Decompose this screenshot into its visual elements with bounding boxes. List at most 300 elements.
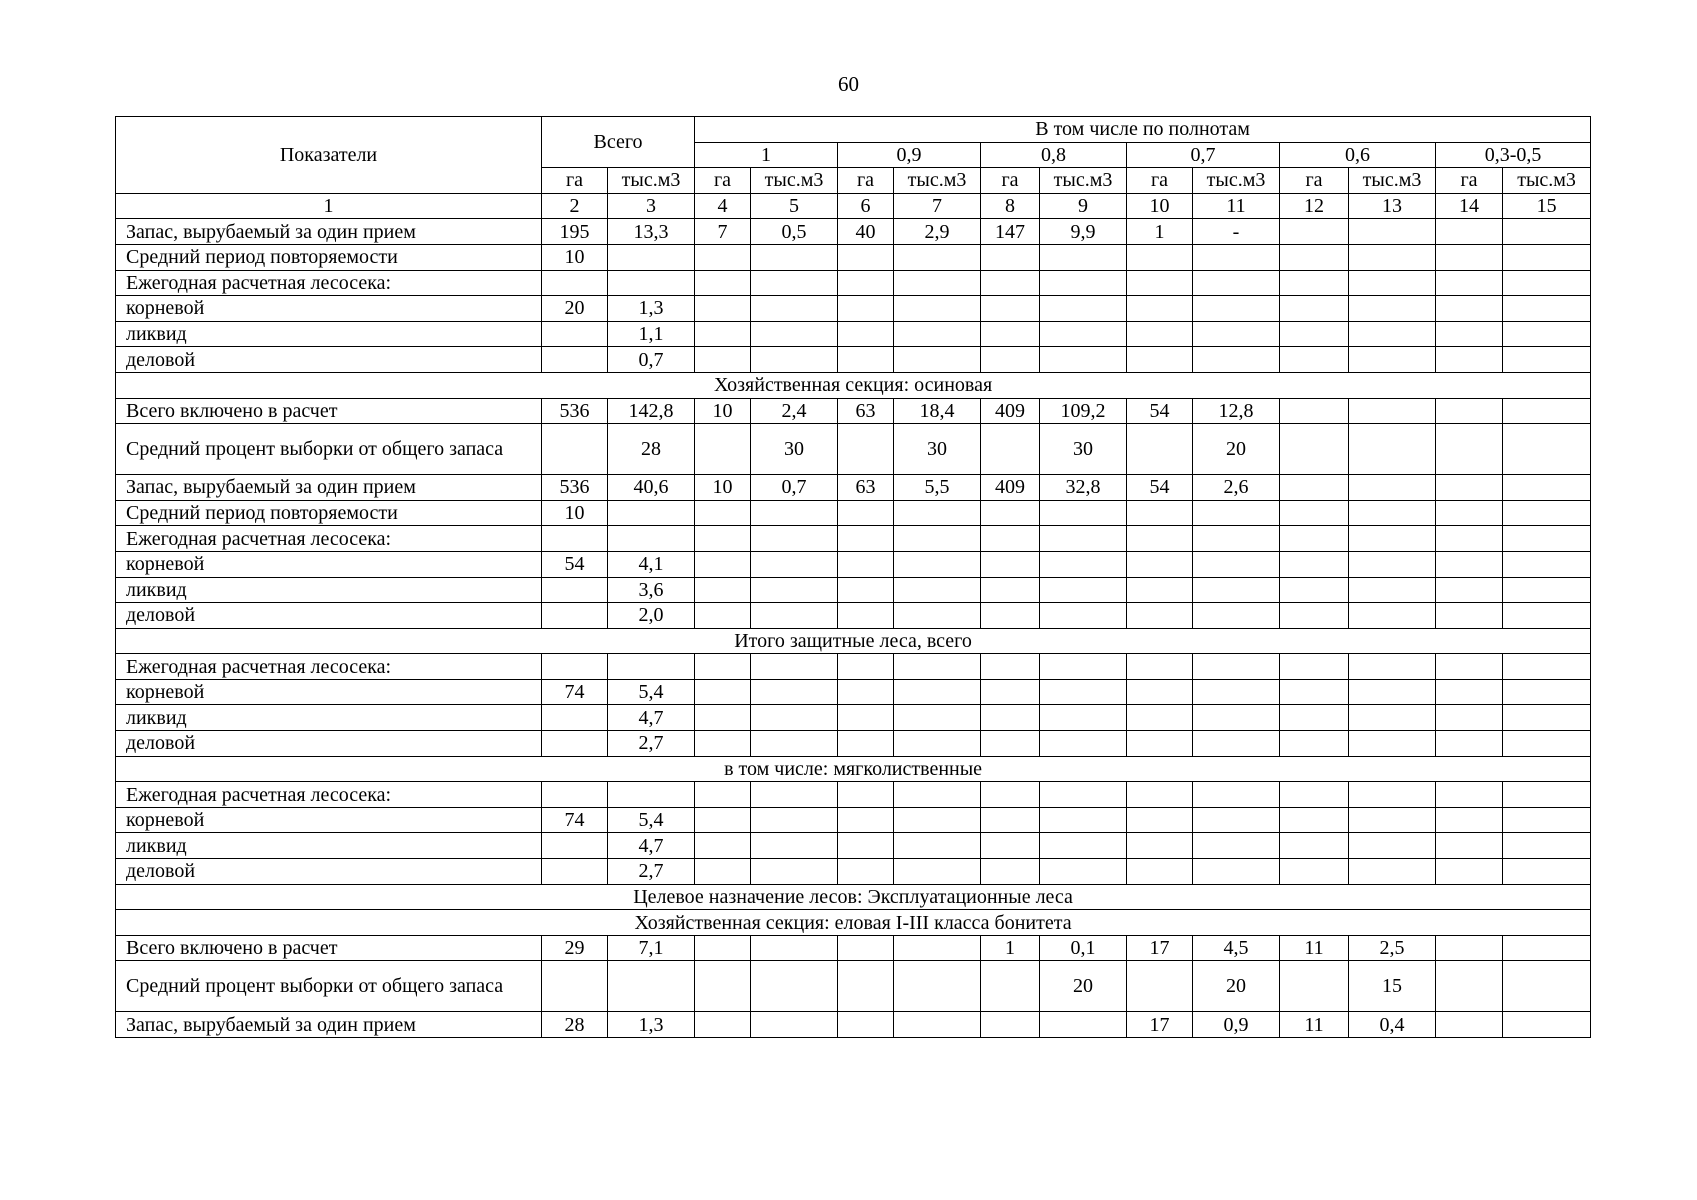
header-density: 0,8 xyxy=(981,142,1127,168)
table-row xyxy=(116,244,1591,270)
table-cell xyxy=(542,654,608,680)
table-cell: 5,5 xyxy=(894,475,981,501)
table-cell xyxy=(751,270,838,296)
table-cell xyxy=(1193,321,1280,347)
table-cell xyxy=(751,679,838,705)
table-cell xyxy=(1436,859,1503,885)
table-cell xyxy=(1280,859,1349,885)
unit-volume: тыс.м3 xyxy=(894,168,981,194)
table-cell xyxy=(1127,654,1193,680)
table-cell xyxy=(894,526,981,552)
table-cell xyxy=(695,551,751,577)
table-cell xyxy=(695,270,751,296)
table-cell xyxy=(894,347,981,373)
table-cell xyxy=(542,577,608,603)
table-cell xyxy=(1436,219,1503,245)
table-cell xyxy=(751,500,838,526)
row-label: ликвид xyxy=(116,833,542,859)
row-label: Средний период повторяемости xyxy=(116,244,542,270)
table-cell xyxy=(894,782,981,808)
table-cell xyxy=(1436,731,1503,757)
table-cell xyxy=(1280,219,1349,245)
table-cell xyxy=(695,859,751,885)
table-cell xyxy=(1040,833,1127,859)
table-cell xyxy=(1503,679,1591,705)
table-row xyxy=(116,424,1591,475)
table-cell xyxy=(1349,551,1436,577)
table-cell xyxy=(894,833,981,859)
table-cell xyxy=(1503,551,1591,577)
table-cell: 11 xyxy=(1280,1012,1349,1038)
column-number: 11 xyxy=(1193,193,1280,219)
table-cell xyxy=(981,577,1040,603)
table-cell xyxy=(1503,321,1591,347)
table-cell: 2,7 xyxy=(608,731,695,757)
table-cell xyxy=(695,347,751,373)
table-cell: 11 xyxy=(1280,935,1349,961)
table-row xyxy=(116,807,1591,833)
table-cell: 536 xyxy=(542,398,608,424)
table-cell xyxy=(838,859,894,885)
table-cell: 0,7 xyxy=(608,347,695,373)
table-cell xyxy=(1193,807,1280,833)
table-cell xyxy=(1127,705,1193,731)
table-row xyxy=(116,296,1591,322)
table-cell xyxy=(1349,731,1436,757)
row-label: Ежегодная расчетная лесосека: xyxy=(116,270,542,296)
column-number: 3 xyxy=(608,193,695,219)
table-cell xyxy=(1349,398,1436,424)
table-cell xyxy=(1127,577,1193,603)
table-cell: 9,9 xyxy=(1040,219,1127,245)
table-cell xyxy=(1040,577,1127,603)
table-cell xyxy=(838,1012,894,1038)
table-cell xyxy=(1503,859,1591,885)
table-cell xyxy=(608,654,695,680)
row-label: деловой xyxy=(116,347,542,373)
table-cell xyxy=(1280,244,1349,270)
table-cell xyxy=(1040,731,1127,757)
table-cell xyxy=(751,603,838,629)
table-cell xyxy=(1040,603,1127,629)
row-label: корневой xyxy=(116,807,542,833)
table-cell xyxy=(608,526,695,552)
table-cell xyxy=(838,961,894,1012)
table-cell xyxy=(838,833,894,859)
table-body xyxy=(116,219,1591,1038)
table-cell xyxy=(695,321,751,347)
table-cell xyxy=(1127,244,1193,270)
table-row xyxy=(116,705,1591,731)
table-cell xyxy=(1436,807,1503,833)
column-number: 2 xyxy=(542,193,608,219)
table-cell: 63 xyxy=(838,475,894,501)
table-cell xyxy=(981,705,1040,731)
header-indicators: Показатели xyxy=(116,117,542,194)
row-label: Всего включено в расчет xyxy=(116,935,542,961)
table-row xyxy=(116,961,1591,1012)
table-cell xyxy=(1503,347,1591,373)
table-row xyxy=(116,731,1591,757)
table-cell xyxy=(608,782,695,808)
table-cell xyxy=(1193,296,1280,322)
table-cell: 30 xyxy=(894,424,981,475)
table-cell xyxy=(1280,551,1349,577)
table-cell: 4,1 xyxy=(608,551,695,577)
table-cell xyxy=(1436,296,1503,322)
unit-ha: га xyxy=(695,168,751,194)
table-cell xyxy=(1436,270,1503,296)
table-cell xyxy=(1503,424,1591,475)
table-cell xyxy=(542,424,608,475)
table-cell xyxy=(751,782,838,808)
row-label: ликвид xyxy=(116,321,542,347)
table-cell xyxy=(894,296,981,322)
table-cell xyxy=(981,833,1040,859)
section-row xyxy=(116,628,1591,654)
table-cell: 4,7 xyxy=(608,705,695,731)
table-cell xyxy=(894,807,981,833)
table-cell: 7,1 xyxy=(608,935,695,961)
table-cell xyxy=(1280,321,1349,347)
table-cell xyxy=(1349,321,1436,347)
table-cell xyxy=(981,244,1040,270)
table-cell xyxy=(1127,731,1193,757)
table-cell xyxy=(1127,782,1193,808)
table-cell xyxy=(1040,859,1127,885)
table-cell xyxy=(981,1012,1040,1038)
table-cell xyxy=(1436,679,1503,705)
table-cell xyxy=(1349,270,1436,296)
table-cell xyxy=(1127,321,1193,347)
row-label: корневой xyxy=(116,679,542,705)
table-cell xyxy=(751,731,838,757)
table-cell xyxy=(1040,526,1127,552)
table-cell xyxy=(1280,679,1349,705)
table-cell xyxy=(838,526,894,552)
column-number: 8 xyxy=(981,193,1040,219)
table-cell: 63 xyxy=(838,398,894,424)
table-cell xyxy=(1193,244,1280,270)
table-cell xyxy=(1503,296,1591,322)
table-cell: 1,3 xyxy=(608,296,695,322)
table-cell: 10 xyxy=(542,244,608,270)
table-cell xyxy=(695,526,751,552)
table-cell xyxy=(542,731,608,757)
table-cell xyxy=(1503,935,1591,961)
row-label: Средний период повторяемости xyxy=(116,500,542,526)
row-label: ликвид xyxy=(116,705,542,731)
table-cell xyxy=(1349,859,1436,885)
table-cell xyxy=(608,270,695,296)
table-cell xyxy=(695,244,751,270)
table-cell xyxy=(894,551,981,577)
section-title: в том числе: мягколиственные xyxy=(116,756,1591,782)
column-number: 6 xyxy=(838,193,894,219)
table-cell xyxy=(838,807,894,833)
table-cell xyxy=(1280,577,1349,603)
table-cell xyxy=(1503,219,1591,245)
table-cell xyxy=(1503,577,1591,603)
row-label: Ежегодная расчетная лесосека: xyxy=(116,526,542,552)
table-cell xyxy=(981,961,1040,1012)
table-cell: 30 xyxy=(751,424,838,475)
table-cell xyxy=(838,321,894,347)
table-cell xyxy=(1503,244,1591,270)
table-cell xyxy=(1280,833,1349,859)
row-label: Ежегодная расчетная лесосека: xyxy=(116,782,542,808)
table-cell xyxy=(695,731,751,757)
row-label: Средний процент выборки от общего запаса xyxy=(116,424,542,475)
table-cell xyxy=(838,577,894,603)
table-cell xyxy=(1127,833,1193,859)
table-cell xyxy=(542,270,608,296)
table-cell xyxy=(1349,577,1436,603)
section-row xyxy=(116,372,1591,398)
table-cell xyxy=(1280,807,1349,833)
table-cell: 17 xyxy=(1127,1012,1193,1038)
table-cell xyxy=(1040,551,1127,577)
table-cell xyxy=(1280,603,1349,629)
table-cell xyxy=(1040,782,1127,808)
table-cell xyxy=(1127,424,1193,475)
column-number: 15 xyxy=(1503,193,1591,219)
table-cell: 54 xyxy=(1127,398,1193,424)
table-cell: 2,7 xyxy=(608,859,695,885)
table-cell: 2,9 xyxy=(894,219,981,245)
column-number: 4 xyxy=(695,193,751,219)
table-cell: 13,3 xyxy=(608,219,695,245)
table-cell: 29 xyxy=(542,935,608,961)
row-label: Запас, вырубаемый за один прием xyxy=(116,219,542,245)
row-label: Ежегодная расчетная лесосека: xyxy=(116,654,542,680)
table-cell: 12,8 xyxy=(1193,398,1280,424)
table-cell xyxy=(981,654,1040,680)
table-cell: 147 xyxy=(981,219,1040,245)
table-cell xyxy=(1127,859,1193,885)
table-cell xyxy=(894,961,981,1012)
table-cell xyxy=(751,1012,838,1038)
table-cell: 536 xyxy=(542,475,608,501)
row-label: корневой xyxy=(116,296,542,322)
table-cell xyxy=(695,705,751,731)
table-cell xyxy=(751,551,838,577)
table-cell: 409 xyxy=(981,475,1040,501)
table-row xyxy=(116,347,1591,373)
forest-calculation-table xyxy=(115,116,1591,1038)
table-cell xyxy=(751,935,838,961)
table-cell xyxy=(1280,731,1349,757)
table-cell xyxy=(981,347,1040,373)
table-cell: 4,7 xyxy=(608,833,695,859)
table-cell xyxy=(1193,782,1280,808)
table-row xyxy=(116,654,1591,680)
table-row xyxy=(116,859,1591,885)
table-cell xyxy=(1193,500,1280,526)
table-cell xyxy=(981,526,1040,552)
table-cell xyxy=(1280,961,1349,1012)
table-cell xyxy=(1127,347,1193,373)
table-cell xyxy=(1040,679,1127,705)
table-cell: 20 xyxy=(542,296,608,322)
column-number: 13 xyxy=(1349,193,1436,219)
table-cell xyxy=(1436,935,1503,961)
table-cell xyxy=(1436,475,1503,501)
table-cell xyxy=(1436,321,1503,347)
table-cell xyxy=(894,1012,981,1038)
table-cell xyxy=(1280,424,1349,475)
header-total: Всего xyxy=(542,117,695,168)
table-cell xyxy=(1349,807,1436,833)
table-cell xyxy=(1349,705,1436,731)
table-cell xyxy=(981,321,1040,347)
row-label: Запас, вырубаемый за один прием xyxy=(116,475,542,501)
table-cell xyxy=(1280,475,1349,501)
unit-volume: тыс.м3 xyxy=(1503,168,1591,194)
table-cell xyxy=(1193,551,1280,577)
table-cell xyxy=(1436,500,1503,526)
table-cell xyxy=(1193,654,1280,680)
table-cell xyxy=(1503,705,1591,731)
column-number: 5 xyxy=(751,193,838,219)
table-cell xyxy=(838,935,894,961)
column-number: 1 xyxy=(116,193,542,219)
table-cell: 409 xyxy=(981,398,1040,424)
table-row xyxy=(116,219,1591,245)
table-row xyxy=(116,603,1591,629)
page-number: 60 xyxy=(838,72,859,96)
table-cell xyxy=(981,859,1040,885)
table-cell xyxy=(894,654,981,680)
section-title: Целевое назначение лесов: Эксплуатационные леса xyxy=(116,884,1591,910)
table-row xyxy=(116,1012,1591,1038)
table-cell: 3,6 xyxy=(608,577,695,603)
table-row xyxy=(116,833,1591,859)
table-cell xyxy=(1127,526,1193,552)
table-cell xyxy=(981,551,1040,577)
table-cell xyxy=(542,705,608,731)
table-cell xyxy=(1193,347,1280,373)
column-number: 12 xyxy=(1280,193,1349,219)
table-cell xyxy=(542,321,608,347)
table-cell: 28 xyxy=(542,1012,608,1038)
header-density: 0,9 xyxy=(838,142,981,168)
table-cell xyxy=(1503,654,1591,680)
table-cell xyxy=(981,270,1040,296)
table-cell xyxy=(1040,244,1127,270)
table-cell xyxy=(1349,679,1436,705)
table-cell: 40 xyxy=(838,219,894,245)
table-cell xyxy=(695,654,751,680)
table-cell xyxy=(1280,270,1349,296)
table-cell xyxy=(1280,705,1349,731)
table-cell: 1,3 xyxy=(608,1012,695,1038)
table-cell xyxy=(1349,526,1436,552)
table-cell xyxy=(751,296,838,322)
column-number: 7 xyxy=(894,193,981,219)
table-cell xyxy=(894,705,981,731)
table-cell xyxy=(1503,603,1591,629)
table-cell xyxy=(695,603,751,629)
unit-ha: га xyxy=(1127,168,1193,194)
table-cell xyxy=(1436,705,1503,731)
section-title: Хозяйственная секция: еловая I-III класса бонитета xyxy=(116,910,1591,936)
table-row xyxy=(116,500,1591,526)
table-cell xyxy=(695,1012,751,1038)
table-cell xyxy=(1503,398,1591,424)
table-cell xyxy=(1280,296,1349,322)
table-cell xyxy=(1040,270,1127,296)
table-cell: 1 xyxy=(1127,219,1193,245)
table-cell xyxy=(894,244,981,270)
table-cell xyxy=(1503,782,1591,808)
table-cell xyxy=(695,833,751,859)
table-cell xyxy=(838,500,894,526)
unit-volume: тыс.м3 xyxy=(1349,168,1436,194)
table-cell: 0,4 xyxy=(1349,1012,1436,1038)
table-cell xyxy=(1349,244,1436,270)
table-cell xyxy=(542,782,608,808)
table-cell xyxy=(838,705,894,731)
table-cell xyxy=(1436,603,1503,629)
table-cell xyxy=(1280,654,1349,680)
table-cell xyxy=(894,321,981,347)
table-cell xyxy=(1193,859,1280,885)
header-density: 0,3-0,5 xyxy=(1436,142,1591,168)
table-cell: 74 xyxy=(542,679,608,705)
table-cell xyxy=(981,679,1040,705)
unit-ha: га xyxy=(838,168,894,194)
table-cell xyxy=(1436,424,1503,475)
table-cell xyxy=(1436,551,1503,577)
table-cell xyxy=(1280,398,1349,424)
table-cell xyxy=(1193,833,1280,859)
header-row-1 xyxy=(116,117,1591,143)
table-cell: 10 xyxy=(695,398,751,424)
table-cell xyxy=(1127,500,1193,526)
table-cell xyxy=(1127,296,1193,322)
table-cell xyxy=(1436,244,1503,270)
table-cell xyxy=(1503,807,1591,833)
table-cell xyxy=(1436,1012,1503,1038)
table-cell: 17 xyxy=(1127,935,1193,961)
table-cell xyxy=(838,347,894,373)
row-label: деловой xyxy=(116,859,542,885)
table-cell: 142,8 xyxy=(608,398,695,424)
table-cell xyxy=(838,270,894,296)
table-cell xyxy=(542,859,608,885)
header-by-density: В том числе по полнотам xyxy=(695,117,1591,143)
table-cell xyxy=(751,961,838,1012)
table-cell xyxy=(1127,961,1193,1012)
section-row xyxy=(116,884,1591,910)
row-label: деловой xyxy=(116,603,542,629)
table-cell xyxy=(894,577,981,603)
table-cell xyxy=(1193,526,1280,552)
table-cell xyxy=(1503,475,1591,501)
section-title: Итого защитные леса, всего xyxy=(116,628,1591,654)
column-number: 9 xyxy=(1040,193,1127,219)
table-cell: 0,1 xyxy=(1040,935,1127,961)
header-density: 0,7 xyxy=(1127,142,1280,168)
row-label: корневой xyxy=(116,551,542,577)
table-cell xyxy=(894,859,981,885)
table-cell xyxy=(1503,961,1591,1012)
table-cell xyxy=(751,347,838,373)
table-cell xyxy=(894,679,981,705)
table-cell xyxy=(1349,603,1436,629)
header-density: 0,6 xyxy=(1280,142,1436,168)
